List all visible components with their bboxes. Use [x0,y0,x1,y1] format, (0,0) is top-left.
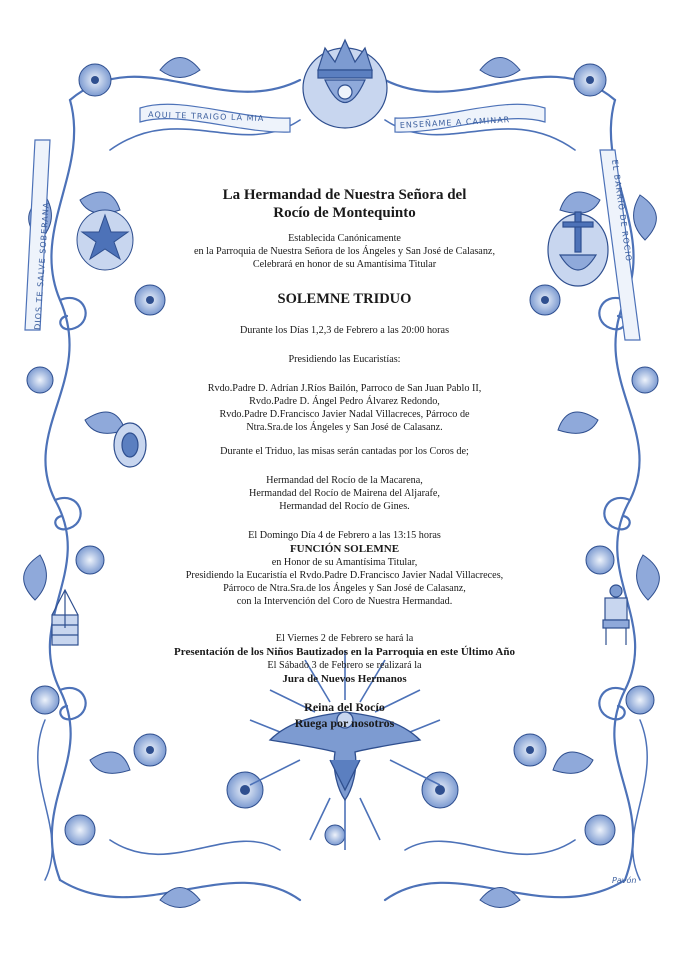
triduo-heading: SOLEMNE TRIDUO [277,291,412,308]
presiding-intro: Presidiendo las Eucaristías: [288,354,401,366]
title-line-1: La Hermandad de Nuestra Señora del [222,187,467,203]
banner-top-right-text: ENSEÑAME A CAMINAR [399,115,511,130]
banner-right-text: EL BARRIO DE ROCIO [610,159,634,263]
choir-line: Hermandad del Rocío de Gines. [279,500,410,512]
crown-icon [303,40,387,128]
well-icon [52,590,78,645]
flyer-text [172,186,517,731]
motto-line-2: Ruega por nosotros [294,715,395,730]
funcion-line: Presidiendo la Eucaristía el Rvdo.Padre D.Francisco Javier Nadal Villacreces, [185,569,504,581]
friday-line: El Viernes 2 de Febrero se hará la [275,633,414,645]
priests-list [172,382,517,434]
funcion-line: Párroco de Ntra.Sra.de los Ángeles y San José de Calasanz, [223,582,466,594]
artist-signature: Pavón [612,876,637,885]
saturday-line: El Sábado 3 de Febrero se realizará la [267,660,422,672]
funcion-line: en Honor de su Amantísima Titular, [271,556,418,568]
funcion-details [172,556,517,608]
star-icon [77,210,133,270]
choirs-intro: Durante el Triduo, las misas serán cantadas por los Coros de; [220,445,469,457]
funcion-line: con la Intervención del Coro de Nuestra Hermandad. [236,595,453,607]
priest-line: Rvdo.Padre D. Ángel Pedro Álvarez Redondo, [249,396,440,408]
saturday-event: Jura de Nuevos Hermanos [282,673,407,686]
medal-icon [114,423,146,467]
priest-line: Rvdo.Padre D.Francisco Javier Nadal Villacreces, Párroco de [219,409,470,421]
banner-left-text: DIOS TE SALVE SOBERANA [33,201,51,331]
funcion-heading: FUNCIÓN SOLEMNE [289,542,400,555]
triduo-dates: Durante los Días 1,2,3 de Febrero a las 20:00 horas [239,325,450,337]
brotherhood-title [172,186,517,222]
motto-line-1: Reina del Rocío [304,700,385,715]
choirs-list [172,474,517,513]
closing-motto [172,700,517,731]
title-line-2: Rocío de Montequinto [273,205,416,221]
friday-event: Presentación de los Niños Bautizados en la Parroquia en este Último Año [174,646,515,659]
banner-top-left-text: AQUI TE TRAIGO LA MIA [147,110,265,124]
cross-icon [548,212,608,286]
established-block [172,232,517,271]
funcion-date: El Domingo Día 4 de Febrero a las 13:15 horas [248,529,441,541]
established-line: Establecida Canónicamente [288,233,401,244]
choir-line: Hermandad del Rocío de Mairena del Aljarafe, [249,487,440,499]
choir-line: Hermandad del Rocío de la Macarena, [266,474,423,486]
parish-line: en la Parroquia de Nuestra Señora de los Ángeles y San José de Calasanz, [193,246,495,258]
priest-line: Ntra.Sra.de los Ángeles y San José de Calasanz. [246,422,443,434]
priest-line: Rvdo.Padre D. Adrían J.Ríos Bailón, Parroco de San Juan Pablo II, [207,383,482,395]
celebration-line: Celebrará en honor de su Amantísima Titular [252,259,437,271]
